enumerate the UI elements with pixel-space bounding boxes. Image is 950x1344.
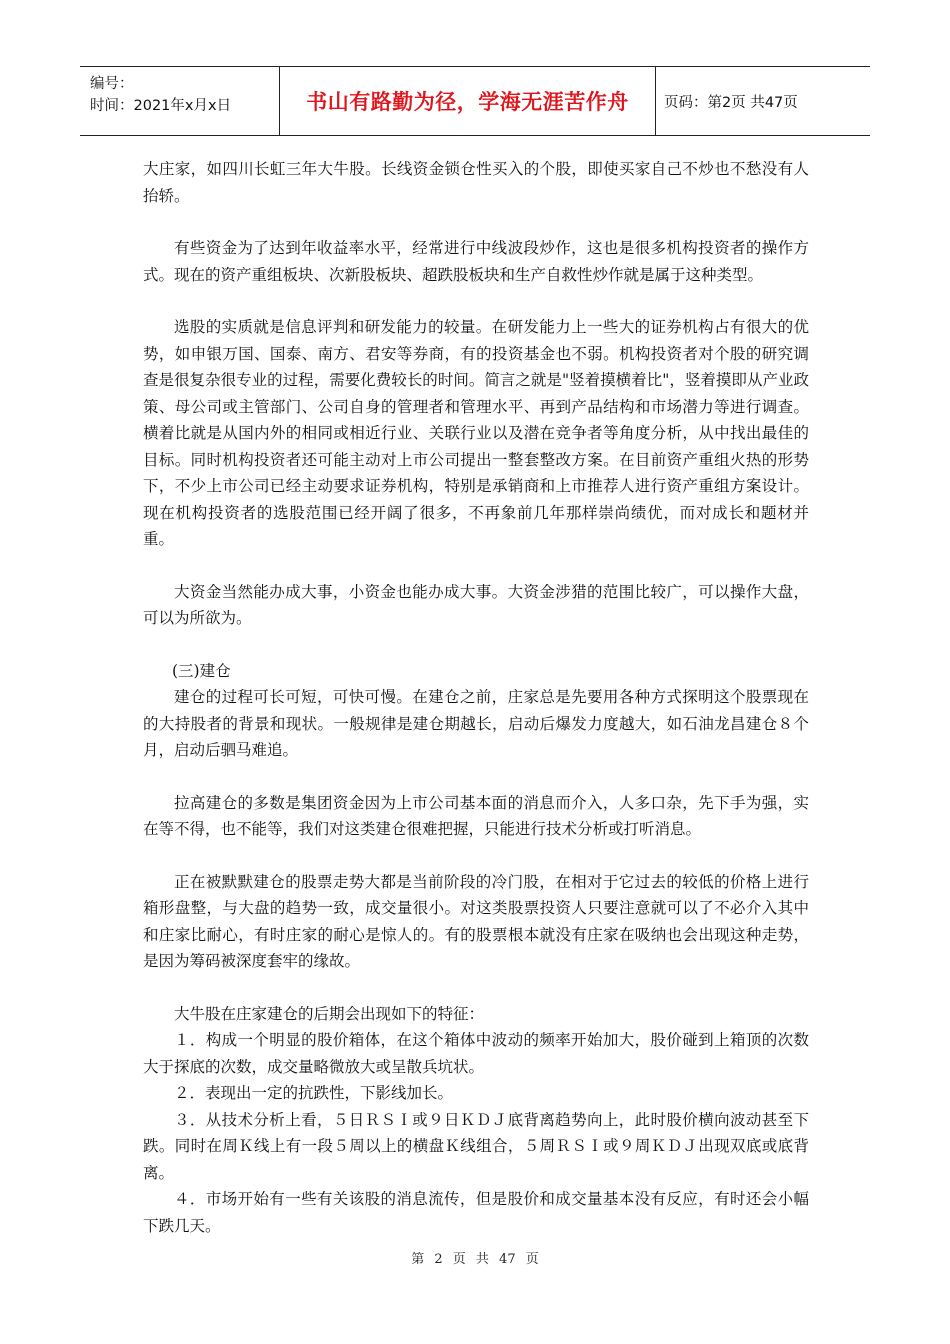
list-item-3: ３．从技术分析上看，５日ＲＳＩ或９日ＫＤＪ底背离趋势向上，此时股价横向波动甚至下跌。同时在周Ｋ线上有一段５周以上的横盘Ｋ线组合，５周ＲＳＩ或９周ＫＤＪ出现双底或底背离。	[143, 1110, 809, 1182]
list-item-4: ４．市场开始有一些有关该股的消息流传，但是股价和成交量基本没有反应，有时还会小幅下跌几天。	[143, 1190, 809, 1235]
list-item-1: １．构成一个明显的股价箱体，在这个箱体中波动的频率开始加大，股价碰到上箱顶的次数大于探底的次数，成交量略微放大或呈散兵坑状。	[143, 1031, 809, 1076]
document-body	[143, 156, 809, 1239]
paragraph-3: 选股的实质就是信息评判和研发能力的较量。在研发能力上一些大的证券机构占有很大的优势，如申银万国、国泰、南方、君安等券商，有的投资基金也不弱。机构投资者对个股的研究调查是很复杂很专业的过程，需要化费较长的时间。简言之就是"竖着摸横着比"，竖着摸即从产业政策、母公司或主管部门、公司自身的管理者和管理水平、再到产品结构和市场潜力等进行调查。横着比就是从国内外的相同或相近行业、关联行业以及潜在竞争者等角度分析，从中找出最佳的目标。同时机构投资者还可能主动对上市公司提出一整套整改方案。在目前资产重组火热的形势下，不少上市公司已经主动要求证券机构，特别是承销商和上市推荐人进行资产重组方案设计。现在机构投资者的选股范围已经开阔了很多，不再象前几年那样崇尚绩优，而对成长和题材并重。	[143, 318, 809, 548]
page-header	[80, 66, 870, 136]
paragraph-7: 正在被默默建仓的股票走势大都是当前阶段的冷门股，在相对于它过去的较低的价格上进行箱形盘整，与大盘的趋势一致，成交量很小。对这类股票投资人只要注意就可以了不必介入其中和庄家比耐心，有时庄家的耐心是惊人的。有的股票根本就没有庄家在吸纳也会出现这种走势，是因为筹码被深度套牢的缘故。	[143, 872, 809, 970]
paragraph-8: 大牛股在庄家建仓的后期会出现如下的特征：	[174, 1004, 485, 1023]
paragraph-1: 大庄家，如四川长虹三年大牛股。长线资金锁仓性买入的个股，即使买家自己不炒也不愁没有人抬轿。	[143, 160, 809, 205]
paragraph-4: 大资金当然能办成大事，小资金也能办成大事。大资金涉猎的范围比较广，可以操作大盘，可以为所欲为。	[143, 582, 809, 627]
header-number-label: 编号：	[90, 76, 134, 92]
header-page-info: 页码：第2页 共47页	[664, 94, 798, 111]
list-item-2: ２．表现出一定的抗跌性，下影线加长。	[174, 1084, 454, 1102]
section-heading: (三)建仓	[172, 661, 231, 680]
header-date: 时间：2021年x月x日	[90, 98, 232, 114]
paragraph-5: 建仓的过程可长可短，可快可慢。在建仓之前，庄家总是先要用各种方式探明这个股票现在的大持股者的背景和现状。一般规律是建仓期越长，启动后爆发力度越大，如石油龙昌建仓８个月，启动后驷马难追。	[143, 688, 809, 759]
header-meta	[80, 67, 280, 135]
paragraph-6: 拉高建仓的多数是集团资金因为上市公司基本面的消息而介入，人多口杂，先下手为强，实在等不得，也不能等，我们对这类建仓很难把握，只能进行技术分析或打听消息。	[143, 793, 809, 838]
header-motto: 书山有路勤为径，学海无涯苦作舟	[280, 67, 656, 135]
page-footer: 第 2 页 共 47 页	[411, 1252, 539, 1267]
paragraph-2: 有些资金为了达到年收益率水平，经常进行中线波段炒作，这也是很多机构投资者的操作方式。现在的资产重组板块、次新股板块、超跌股板块和生产自救性炒作就是属于这种类型。	[143, 239, 809, 284]
